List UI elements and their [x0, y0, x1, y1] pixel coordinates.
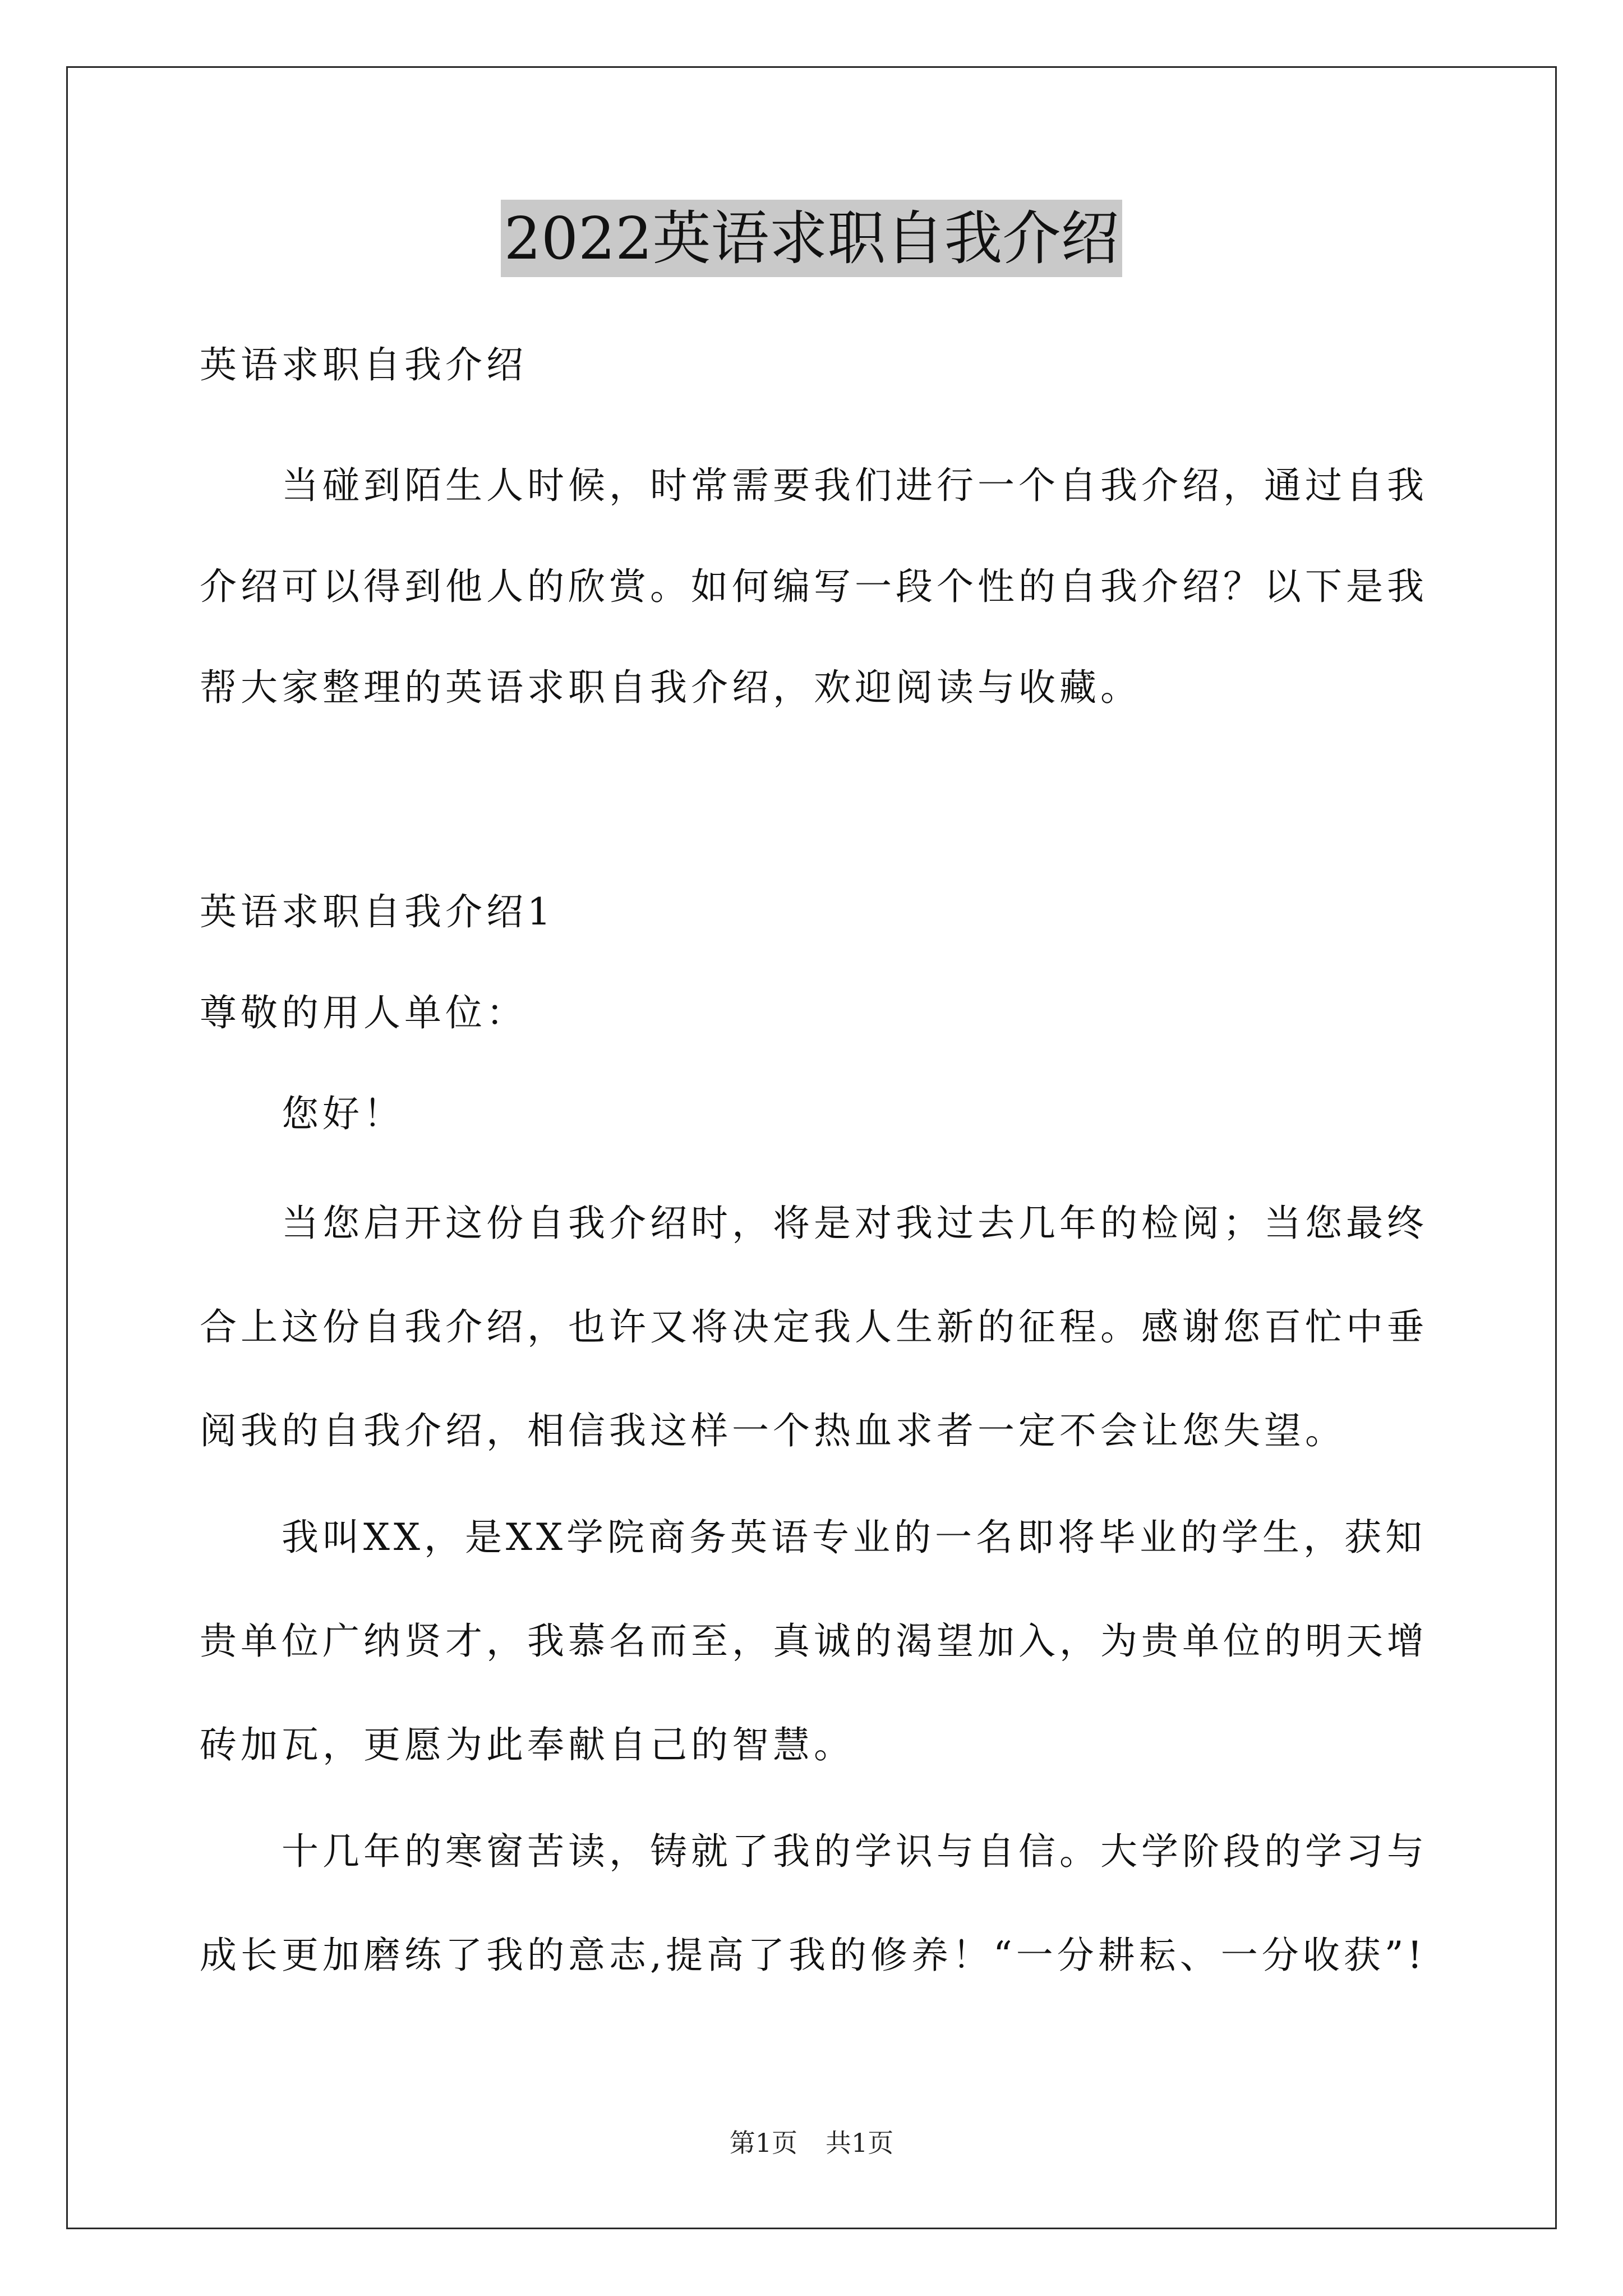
paragraph-line: 砖加瓦，更愿为此奉献自己的智慧。 [200, 1723, 855, 1766]
document-title [0, 196, 1623, 280]
section-heading: 英语求职自我介绍1 [200, 890, 555, 933]
document-title-text: 2022英语求职自我介绍 [501, 200, 1123, 277]
paragraph-line: 当碰到陌生人时候，时常需要我们进行一个自我介绍，通过自我 [200, 464, 1428, 507]
salutation: 尊敬的用人单位： [200, 991, 527, 1034]
page-footer [0, 2126, 1623, 2160]
paragraph-line: 成长更加磨练了我的意志,提高了我的修养！“一分耕耘、一分收获”! [200, 1934, 1426, 1977]
page-total: 共1页 [826, 2128, 894, 2158]
paragraph-line: 十几年的寒窗苦读，铸就了我的学识与自信。大学阶段的学习与 [200, 1830, 1428, 1873]
intro-heading: 英语求职自我介绍 [200, 343, 527, 386]
paragraph-line: 阅我的自我介绍，相信我这样一个热血求者一定不会让您失望。 [200, 1409, 1346, 1452]
paragraph-line: 我叫XX，是XX学院商务英语专业的一名即将毕业的学生，获知 [200, 1516, 1426, 1559]
paragraph-line: 合上这份自我介绍，也许又将决定我人生新的征程。感谢您百忙中垂 [200, 1305, 1428, 1349]
paragraph-line: 帮大家整理的英语求职自我介绍，欢迎阅读与收藏。 [200, 666, 1141, 709]
page-number: 第1页 [729, 2128, 797, 2158]
greeting: 您好！ [200, 1092, 404, 1135]
paragraph-line: 介绍可以得到他人的欣赏。如何编写一段个性的自我介绍？以下是我 [200, 565, 1428, 608]
paragraph-line: 贵单位广纳贤才，我慕名而至，真诚的渴望加入，为贵单位的明天增 [200, 1619, 1428, 1663]
paragraph-line: 当您启开这份自我介绍时，将是对我过去几年的检阅；当您最终 [200, 1202, 1428, 1245]
